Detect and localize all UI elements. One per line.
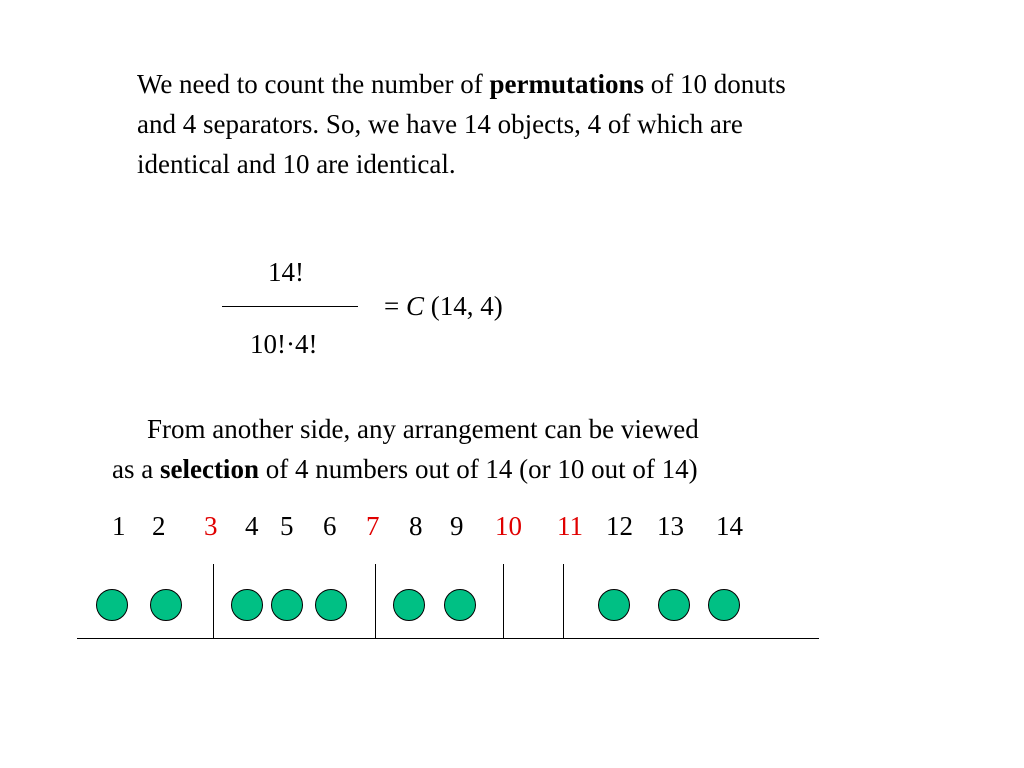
donut-circle — [393, 589, 425, 621]
donut-circle — [598, 589, 630, 621]
permutations-term: permutations — [489, 69, 644, 99]
donut-circle — [708, 589, 740, 621]
fraction-denominator: 10!·4! — [250, 329, 318, 359]
combination-arguments: (14, 4) — [424, 291, 503, 321]
intro-line-1 — [137, 64, 786, 104]
intro-text: of 10 donuts — [643, 69, 786, 99]
donut-circle — [444, 589, 476, 621]
position-number: 10 — [495, 511, 522, 541]
position-number: 2 — [152, 511, 166, 541]
fraction-numerator: 14! — [268, 257, 304, 287]
position-number: 12 — [606, 511, 633, 541]
position-number: 5 — [280, 511, 294, 541]
donut-circle — [231, 589, 263, 621]
separator-bar — [563, 564, 564, 638]
selection-text: as a — [112, 454, 160, 484]
donut-circle — [96, 589, 128, 621]
baseline — [77, 638, 819, 639]
intro-text: We need to count the number of — [137, 69, 490, 99]
separator-bar — [213, 564, 214, 638]
position-number: 6 — [323, 511, 337, 541]
combination-expression — [384, 288, 503, 324]
donut-circle — [150, 589, 182, 621]
position-number: 14 — [716, 511, 743, 541]
intro-line-3: identical and 10 are identical. — [137, 149, 456, 179]
separator-bar — [503, 564, 504, 638]
position-number: 8 — [409, 511, 423, 541]
donut-circle — [271, 589, 303, 621]
selection-text: of 4 numbers out of 14 (or 10 out of 14) — [258, 454, 698, 484]
separator-bar — [375, 564, 376, 638]
position-number: 11 — [557, 511, 583, 541]
selection-term: selection — [159, 454, 259, 484]
equals-sign: = — [384, 291, 406, 321]
selection-line-2 — [112, 449, 698, 489]
position-number: 1 — [112, 511, 126, 541]
selection-line-1: From another side, any arrangement can be viewed — [147, 414, 699, 444]
intro-line-2: and 4 separators. So, we have 14 objects, 4 of which are — [137, 109, 743, 139]
position-number: 7 — [366, 511, 380, 541]
position-number: 9 — [450, 511, 464, 541]
combination-symbol: C — [405, 291, 424, 321]
intro-paragraph — [137, 64, 786, 184]
position-number: 3 — [204, 511, 218, 541]
donut-circle — [315, 589, 347, 621]
position-number: 13 — [657, 511, 684, 541]
position-number: 4 — [245, 511, 259, 541]
donut-circle — [658, 589, 690, 621]
fraction-bar — [222, 306, 358, 307]
